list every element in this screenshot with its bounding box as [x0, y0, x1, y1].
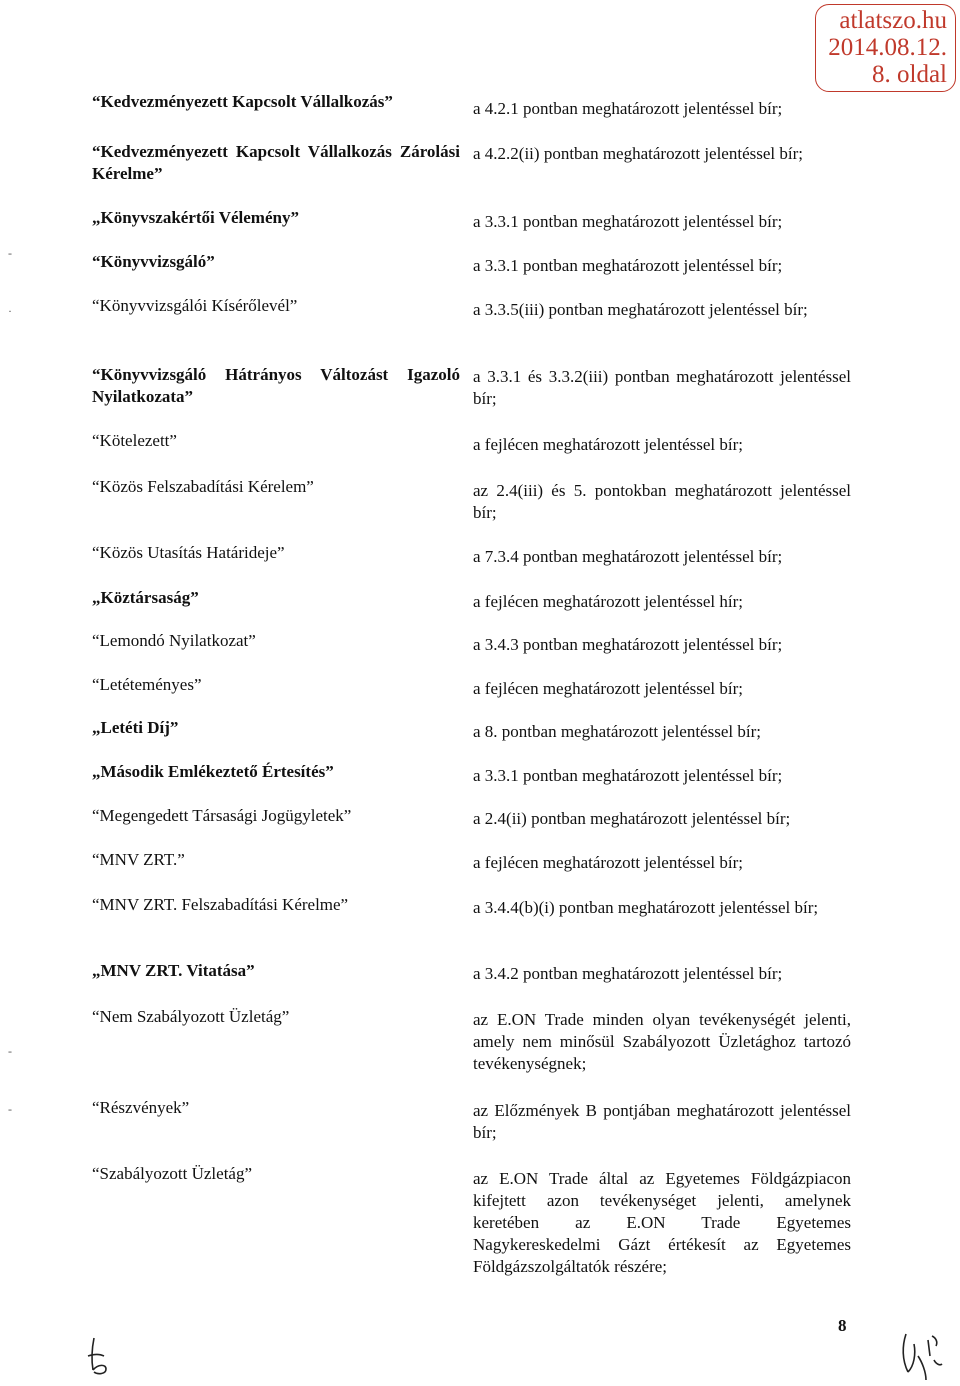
definition-row-6: a 3.3.1 és 3.3.2(iii) pontban meghatározott jelentéssel bír;: [473, 367, 851, 408]
definition-row-18: a 3.4.2 pontban meghatározott jelentéssel bír;: [473, 964, 783, 983]
term-row-17: “MNV ZRT. Felszabadítási Kérelme”: [92, 895, 349, 914]
term-row-9: “Közös Utasítás Határideje”: [92, 543, 285, 562]
definition-row-15: a 2.4(ii) pontban meghatározott jelentéssel bír;: [473, 809, 791, 828]
definition-row-13: a 8. pontban meghatározott jelentéssel bír;: [473, 722, 761, 741]
initials-signature-right: [896, 1326, 944, 1384]
definition-row-19: az E.ON Trade minden olyan tevékenységét jelenti, amely nem minősül Szabályozott Üzletághoz tartozó tevékenységnek;: [473, 1010, 851, 1073]
definition-row-17: a 3.4.4(b)(i) pontban meghatározott jelentéssel bír;: [473, 898, 819, 917]
definition-row-20: az Előzmények B pontjában meghatározott jelentéssel bír;: [473, 1101, 851, 1142]
term-row-6: “Könyvvizsgáló Hátrányos Változást Igazoló Nyilatkozata”: [92, 365, 460, 406]
term-row-19: “Nem Szabályozott Üzletág”: [92, 1007, 290, 1026]
term-row-4: “Könyvvizsgáló”: [92, 252, 215, 271]
term-row-1: “Kedvezményezett Kapcsolt Vállalkozás”: [92, 92, 393, 111]
definition-row-16: a fejlécen meghatározott jelentéssel bír;: [473, 853, 743, 872]
scan-speck-mark: -: [8, 246, 12, 260]
term-row-16: “MNV ZRT.”: [92, 850, 185, 869]
definition-row-7: a fejlécen meghatározott jelentéssel bír;: [473, 435, 743, 454]
page-number: 8: [838, 1316, 847, 1335]
definition-row-21: az E.ON Trade által az Egyetemes Földgázpiacon kifejtett azon tevékenységet jelenti, amelynek keretében az E.ON Trade Egyetemes Nagykereskedelmi Gázt értékesít az Egyetemes Földgázszolgáltatók részére;: [473, 1169, 851, 1276]
term-row-11: “Lemondó Nyilatkozat”: [92, 631, 256, 650]
initials-signature-left: [84, 1334, 118, 1378]
definition-row-1: a 4.2.1 pontban meghatározott jelentéssel bír;: [473, 99, 783, 118]
term-row-2: “Kedvezményezett Kapcsolt Vállalkozás Zárolási Kérelme”: [92, 142, 460, 183]
term-row-13: „Letéti Díj”: [92, 718, 179, 737]
definition-row-9: a 7.3.4 pontban meghatározott jelentéssel bír;: [473, 547, 783, 566]
term-row-12: “Letéteményes”: [92, 675, 202, 694]
definition-row-8: az 2.4(iii) és 5. pontokban meghatározott jelentéssel bír;: [473, 481, 851, 522]
term-row-20: “Részvények”: [92, 1098, 190, 1117]
term-row-3: „Könyvszakértői Vélemény”: [92, 208, 299, 227]
stamp-page: 8. oldal: [872, 61, 947, 88]
term-row-15: “Megengedett Társasági Jogügyletek”: [92, 806, 352, 825]
term-row-10: „Köztársaság”: [92, 588, 199, 607]
scan-speck-mark: -: [8, 1102, 12, 1116]
term-row-14: „Második Emlékeztető Értesítés”: [92, 762, 334, 781]
scan-speck-mark: ·: [8, 304, 12, 318]
definition-row-10: a fejlécen meghatározott jelentéssel hír;: [473, 592, 743, 611]
term-row-5: “Könyvvizsgálói Kísérőlevél”: [92, 296, 298, 315]
definition-row-14: a 3.3.1 pontban meghatározott jelentéssel bír;: [473, 766, 783, 785]
term-row-21: “Szabályozott Üzletág”: [92, 1164, 253, 1183]
definition-row-12: a fejlécen meghatározott jelentéssel bír;: [473, 679, 743, 698]
definition-row-5: a 3.3.5(iii) pontban meghatározott jelentéssel bír;: [473, 300, 808, 319]
definition-row-11: a 3.4.3 pontban meghatározott jelentéssel bír;: [473, 635, 783, 654]
definition-row-4: a 3.3.1 pontban meghatározott jelentéssel bír;: [473, 256, 783, 275]
stamp-site: atlatszo.hu: [839, 7, 947, 34]
definition-row-3: a 3.3.1 pontban meghatározott jelentéssel bír;: [473, 212, 783, 231]
definition-row-2: a 4.2.2(ii) pontban meghatározott jelentéssel bír;: [473, 144, 803, 163]
term-row-18: „MNV ZRT. Vitatása”: [92, 961, 255, 980]
stamp-date: 2014.08.12.: [828, 34, 947, 61]
scan-speck-mark: -: [8, 1044, 12, 1058]
term-row-8: “Közös Felszabadítási Kérelem”: [92, 477, 314, 496]
term-row-7: “Kötelezett”: [92, 431, 177, 450]
